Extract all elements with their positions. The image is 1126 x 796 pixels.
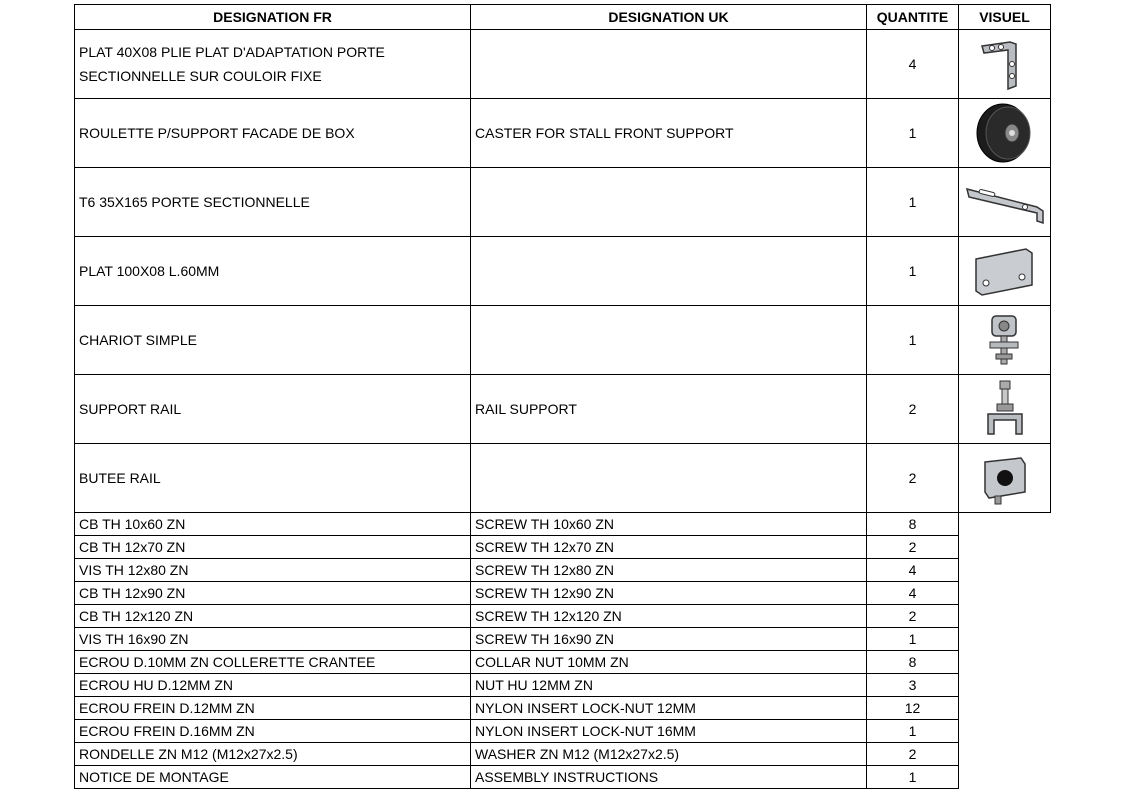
table-row <box>75 766 1051 789</box>
table-row <box>75 559 1051 582</box>
designation-uk: SCREW TH 12x80 ZN <box>471 559 867 582</box>
quantity: 1 <box>867 237 959 306</box>
designation-fr: RONDELLE ZN M12 (M12x27x2.5) <box>75 743 471 766</box>
table-row <box>75 536 1051 559</box>
header-visual: VISUEL <box>959 5 1051 30</box>
designation-fr: ECROU FREIN D.12MM ZN <box>75 697 471 720</box>
quantity: 1 <box>867 628 959 651</box>
quantity: 4 <box>867 559 959 582</box>
table-row <box>75 720 1051 743</box>
visual-cell <box>959 99 1051 168</box>
visual-cell <box>959 375 1051 444</box>
table-row <box>75 237 1051 306</box>
designation-uk <box>471 30 867 99</box>
table-row <box>75 30 1051 99</box>
designation-fr: CB TH 12x120 ZN <box>75 605 471 628</box>
header-designation-uk: DESIGNATION UK <box>471 5 867 30</box>
designation-fr: PLAT 100X08 L.60MM <box>75 237 471 306</box>
designation-uk: CASTER FOR STALL FRONT SUPPORT <box>471 99 867 168</box>
quantity: 12 <box>867 697 959 720</box>
quantity: 1 <box>867 306 959 375</box>
designation-fr: CHARIOT SIMPLE <box>75 306 471 375</box>
header-quantity: QUANTITE <box>867 5 959 30</box>
table-row <box>75 375 1051 444</box>
designation-uk: SCREW TH 12x90 ZN <box>471 582 867 605</box>
designation-uk: NYLON INSERT LOCK-NUT 12MM <box>471 697 867 720</box>
bent-bracket-icon <box>970 34 1040 94</box>
header-designation-fr: DESIGNATION FR <box>75 5 471 30</box>
designation-uk <box>471 168 867 237</box>
visual-cell <box>959 444 1051 513</box>
quantity: 4 <box>867 30 959 99</box>
flat-plate-icon <box>970 243 1040 299</box>
designation-uk: ASSEMBLY INSTRUCTIONS <box>471 766 867 789</box>
designation-fr: VIS TH 12x80 ZN <box>75 559 471 582</box>
designation-uk: SCREW TH 12x70 ZN <box>471 536 867 559</box>
quantity: 2 <box>867 536 959 559</box>
designation-fr: NOTICE DE MONTAGE <box>75 766 471 789</box>
designation-uk: WASHER ZN M12 (M12x27x2.5) <box>471 743 867 766</box>
rail-support-icon <box>980 378 1030 440</box>
table-row <box>75 168 1051 237</box>
designation-fr: CB TH 12x90 ZN <box>75 582 471 605</box>
parts-table <box>74 4 1051 789</box>
designation-fr: VIS TH 16x90 ZN <box>75 628 471 651</box>
quantity: 1 <box>867 168 959 237</box>
quantity: 4 <box>867 582 959 605</box>
designation-uk: NUT HU 12MM ZN <box>471 674 867 697</box>
designation-fr: SUPPORT RAIL <box>75 375 471 444</box>
parts-list-sheet <box>74 4 1051 789</box>
flat-bar-icon <box>963 177 1047 227</box>
table-row <box>75 306 1051 375</box>
quantity: 1 <box>867 766 959 789</box>
table-row <box>75 743 1051 766</box>
table-row <box>75 582 1051 605</box>
designation-fr: ECROU FREIN D.16MM ZN <box>75 720 471 743</box>
table-row <box>75 513 1051 536</box>
quantity: 2 <box>867 743 959 766</box>
designation-fr: ROULETTE P/SUPPORT FACADE DE BOX <box>75 99 471 168</box>
table-row <box>75 674 1051 697</box>
designation-fr: BUTEE RAIL <box>75 444 471 513</box>
designation-uk: SCREW TH 12x120 ZN <box>471 605 867 628</box>
designation-uk: SCREW TH 10x60 ZN <box>471 513 867 536</box>
designation-fr: CB TH 10x60 ZN <box>75 513 471 536</box>
quantity: 1 <box>867 720 959 743</box>
header-row <box>75 5 1051 30</box>
designation-uk: COLLAR NUT 10MM ZN <box>471 651 867 674</box>
quantity: 2 <box>867 605 959 628</box>
designation-uk: RAIL SUPPORT <box>471 375 867 444</box>
table-row <box>75 651 1051 674</box>
trolley-icon <box>980 310 1030 370</box>
table-row <box>75 605 1051 628</box>
visual-cell <box>959 306 1051 375</box>
visual-cell <box>959 237 1051 306</box>
designation-uk <box>471 237 867 306</box>
designation-fr: PLAT 40X08 PLIE PLAT D'ADAPTATION PORTE SECTIONNELLE SUR COULOIR FIXE <box>75 30 471 99</box>
visual-cell <box>959 30 1051 99</box>
table-row <box>75 444 1051 513</box>
designation-uk: NYLON INSERT LOCK-NUT 16MM <box>471 720 867 743</box>
visual-cell <box>959 168 1051 237</box>
designation-fr: ECROU D.10MM ZN COLLERETTE CRANTEE <box>75 651 471 674</box>
quantity: 2 <box>867 444 959 513</box>
quantity: 1 <box>867 99 959 168</box>
rail-stop-icon <box>977 448 1033 508</box>
quantity: 2 <box>867 375 959 444</box>
quantity: 8 <box>867 651 959 674</box>
table-row <box>75 697 1051 720</box>
designation-fr: CB TH 12x70 ZN <box>75 536 471 559</box>
quantity: 8 <box>867 513 959 536</box>
table-row <box>75 628 1051 651</box>
quantity: 3 <box>867 674 959 697</box>
designation-uk <box>471 306 867 375</box>
designation-fr: ECROU HU D.12MM ZN <box>75 674 471 697</box>
designation-uk <box>471 444 867 513</box>
table-row <box>75 99 1051 168</box>
designation-fr: T6 35X165 PORTE SECTIONNELLE <box>75 168 471 237</box>
caster-wheel-icon <box>970 101 1040 165</box>
designation-uk: SCREW TH 16x90 ZN <box>471 628 867 651</box>
